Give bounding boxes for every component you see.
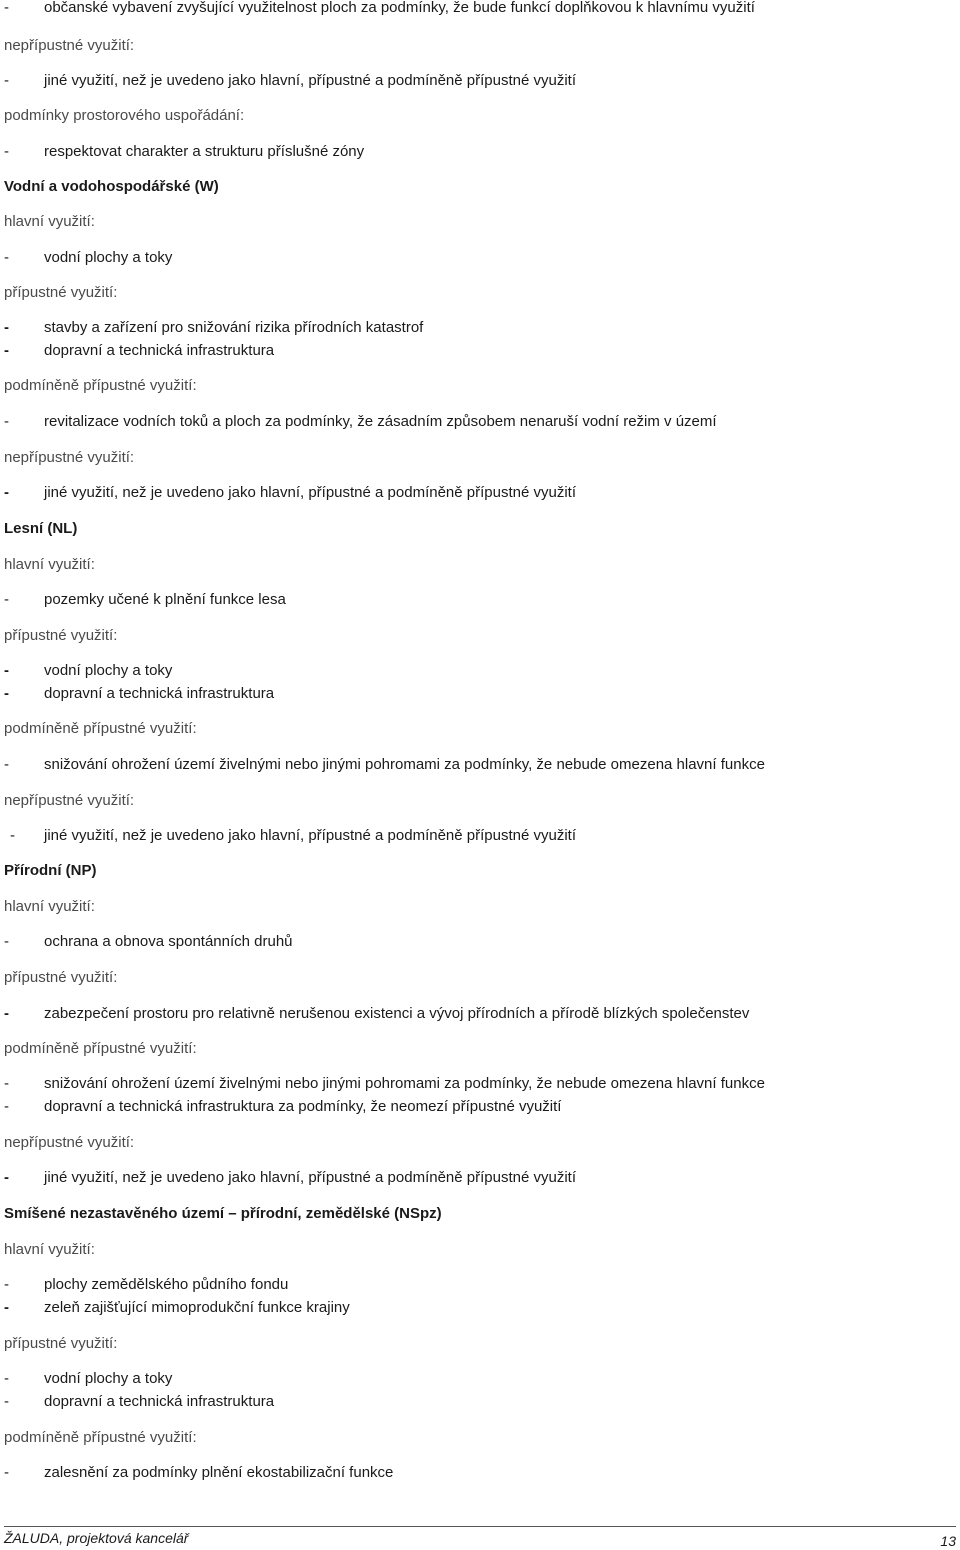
list-item: - snižování ohrožení území živelnými nebo jinými pohromami za podmínky, že nebude omezena hlavní funkce [4,756,765,773]
list-item: - stavby a zařízení pro snižování rizika přírodních katastrof [4,319,424,336]
section-label: podmínky prostorového uspořádání: [4,107,245,124]
bullet-dash: - [4,1075,9,1092]
bullet-dash: - [4,1098,9,1115]
section-label: podmíněně přípustné využití: [4,377,197,394]
footer-company: ŽALUDA, projektová kancelář [4,1530,189,1546]
list-item: - zabezpečení prostoru pro relativně nerušenou existenci a vývoj přírodních a přírodě blízkých společenstev [4,1005,750,1022]
bullet-dash: - [4,1276,9,1293]
bullet-dash: - [10,827,15,844]
section-label: přípustné využití: [4,284,118,301]
section-label: nepřípustné využití: [4,792,135,809]
list-item: - jiné využití, než je uvedeno jako hlavní, přípustné a podmíněně přípustné využití [10,827,576,844]
bullet-dash: - [4,249,9,266]
bullet-dash: - [4,1464,9,1481]
bullet-dash: - [4,1299,9,1316]
list-item: - zeleň zajišťující mimoprodukční funkce krajiny [4,1299,350,1316]
list-item: - dopravní a technická infrastruktura [4,1393,275,1410]
list-item: - snižování ohrožení území živelnými nebo jinými pohromami za podmínky, že nebude omezena hlavní funkce [4,1075,765,1092]
bullet-dash: - [4,484,9,501]
list-item: - zalesnění za podmínky plnění ekostabilizační funkce [4,1464,394,1481]
section-label: hlavní využití: [4,898,95,915]
section-label: přípustné využití: [4,627,118,644]
section-label: podmíněně přípustné využití: [4,1040,197,1057]
bullet-dash: - [4,413,9,430]
bullet-dash: - [4,1169,9,1186]
list-item: - jiné využití, než je uvedeno jako hlavní, přípustné a podmíněně přípustné využití [4,484,576,501]
list-item: - vodní plochy a toky [4,1370,173,1387]
bullet-dash: - [4,143,9,160]
bullet-dash: - [4,1370,9,1387]
section-label: podmíněně přípustné využití: [4,1429,197,1446]
bullet-dash: - [4,685,9,702]
bullet-dash: - [4,0,9,16]
section-label: nepřípustné využití: [4,449,135,466]
page-number: 13 [940,1533,956,1549]
section-label: hlavní využití: [4,556,95,573]
section-label: přípustné využití: [4,969,118,986]
zone-title: Přírodní (NP) [4,862,97,879]
list-item: - jiné využití, než je uvedeno jako hlavní, přípustné a podmíněně přípustné využití [4,72,576,89]
bullet-dash: - [4,342,9,359]
zone-title: Vodní a vodohospodářské (W) [4,178,219,195]
section-label: hlavní využití: [4,1241,95,1258]
list-item: - dopravní a technická infrastruktura za podmínky, že neomezí přípustné využití [4,1098,562,1115]
zone-title: Lesní (NL) [4,520,78,537]
section-label: přípustné využití: [4,1335,118,1352]
bullet-dash: - [4,591,9,608]
list-item: - dopravní a technická infrastruktura [4,685,275,702]
section-label: nepřípustné využití: [4,1134,135,1151]
bullet-dash: - [4,72,9,89]
bullet-dash: - [4,756,9,773]
bullet-dash: - [4,319,9,336]
list-item: - revitalizace vodních toků a ploch za podmínky, že zásadním způsobem nenaruší vodní režim v území [4,413,717,430]
list-item: - jiné využití, než je uvedeno jako hlavní, přípustné a podmíněně přípustné využití [4,1169,576,1186]
list-item: - vodní plochy a toky [4,662,173,679]
list-item: - občanské vybavení zvyšující využitelnost ploch za podmínky, že bude funkcí doplňkovou k hlavnímu využití [4,0,755,16]
section-label: hlavní využití: [4,213,95,230]
footer-divider [4,1526,956,1527]
list-item: - respektovat charakter a strukturu příslušné zóny [4,143,365,160]
zone-title: Smíšené nezastavěného území – přírodní, zemědělské (NSpz) [4,1205,442,1222]
list-item: - dopravní a technická infrastruktura [4,342,275,359]
bullet-dash: - [4,933,9,950]
section-label: podmíněně přípustné využití: [4,720,197,737]
list-item: - ochrana a obnova spontánních druhů [4,933,293,950]
list-item: - vodní plochy a toky [4,249,173,266]
list-item: - pozemky učené k plnění funkce lesa [4,591,286,608]
list-item: - plochy zemědělského půdního fondu [4,1276,289,1293]
section-label: nepřípustné využití: [4,37,135,54]
bullet-dash: - [4,1393,9,1410]
bullet-dash: - [4,662,9,679]
bullet-dash: - [4,1005,9,1022]
